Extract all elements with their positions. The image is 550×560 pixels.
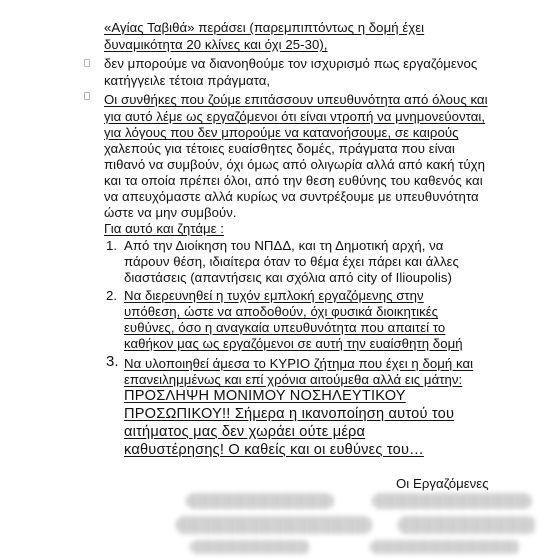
margin-mark (84, 92, 90, 100)
item-line: καθήκον μας ως εργαζόμενοι σε αυτή την ευαίσθητη δομή (124, 336, 463, 351)
redacted-name (372, 493, 532, 509)
item-line: επανειλημμένως και επί χρόνια αιτούμεθα αλλά εις μάτην: (124, 372, 463, 387)
item-number: 1. (106, 238, 117, 253)
redacted-name (186, 493, 334, 509)
intro-line: δεν μπορούμε να διανοηθούμε τον ισχυρισμό πως εργαζόμενος (104, 56, 478, 71)
signature: Οι Εργαζόμενες (396, 476, 489, 491)
redacted-name (398, 516, 536, 534)
margin-mark (84, 59, 90, 67)
intro-line: «Αγίας Ταβιθά» περάσει (παρεμπιπτόντως η δομή έχει (104, 20, 425, 35)
item-line: Να υλοποιηθεί άμεσα το ΚΥΡΙΟ ζήτημα που έχει η δομή και (124, 356, 474, 371)
item-line: ευθύνες, όσο η αναγκαία υπευθυνότητα που απαιτεί το (124, 320, 446, 335)
intro-line: κατήγγειλε τέτοια πράγματα, (104, 73, 271, 88)
emphasis-line: καθυστέρησης! Ο καθείς και οι ευθύνες του… (124, 442, 424, 458)
paragraph-line: πιθανό να συμβούν, όχι όμως από ολιγωρία αλλά από κακή τύχη (104, 157, 486, 172)
paragraph-line: Οι συνθήκες που ζούμε επιτάσσουν υπευθυνότητα από όλους και (104, 92, 488, 107)
item-line: υπόθεση, ώστε να αποδοθούν, όχι φυσικά διοικητικές (124, 304, 439, 319)
paragraph-line: να απευχόμαστε αλλά κυρίως να συντρέξουμε με υπευθυνότητα (104, 189, 479, 204)
item-number: 2. (106, 288, 117, 303)
paragraph-line: για αυτό λέμε ως εργαζόμενοι ότι είναι ντροπή να μνημονεύονται, (104, 109, 486, 124)
emphasis-line: ΠΡΟΣΛΗΨΗ ΜΟΝΙΜΟΥ ΝΟΣΗΛΕΥΤΙΚΟΥ (124, 388, 406, 404)
item-number: 3. (106, 353, 119, 370)
redacted-name (176, 516, 372, 534)
demands-heading: Για αυτό και ζητάμε : (104, 221, 225, 236)
emphasis-line: ΠΡΟΣΩΠΙΚΟΥ!! Σήμερα η ικανοποίηση αυτού του (124, 406, 455, 422)
paragraph-line: χαλεπούς για τέτοιες ευαίσθητες δομές, πράγματα που είναι (104, 141, 455, 156)
item-line: Να διερευνηθεί η τυχόν εμπλοκή εργαζόμενης στην (124, 288, 424, 303)
item-line: Από την Διοίκηση του ΝΠΔΔ, και τη Δημοτική αρχή, να (124, 238, 444, 253)
emphasis-line: αιτήματος μας δεν χωράει ούτε μέρα (124, 424, 366, 440)
paragraph-line: και τα οποία πρέπει όλοι, από την θεση ευθύνης του καθενός και (104, 173, 483, 188)
item-line: πάρουν θέση, ιδιαίτερα όταν το θέμα έχει πάρει και άλλες (124, 254, 459, 269)
paragraph-line: ώστε να μην συμβούν. (104, 205, 237, 220)
item-line: διαστάσεις (απαντήσεις και σχόλια από city of Ilioupolis) (124, 270, 452, 285)
paragraph-line: για λόγους που δεν μπορούμε να κατανοήσουμε, σε καιρούς (104, 125, 459, 140)
redacted-name (370, 540, 520, 554)
redacted-name (190, 540, 310, 554)
intro-line: δυναμικότητα 20 κλίνες και όχι 25-30), (104, 37, 328, 52)
